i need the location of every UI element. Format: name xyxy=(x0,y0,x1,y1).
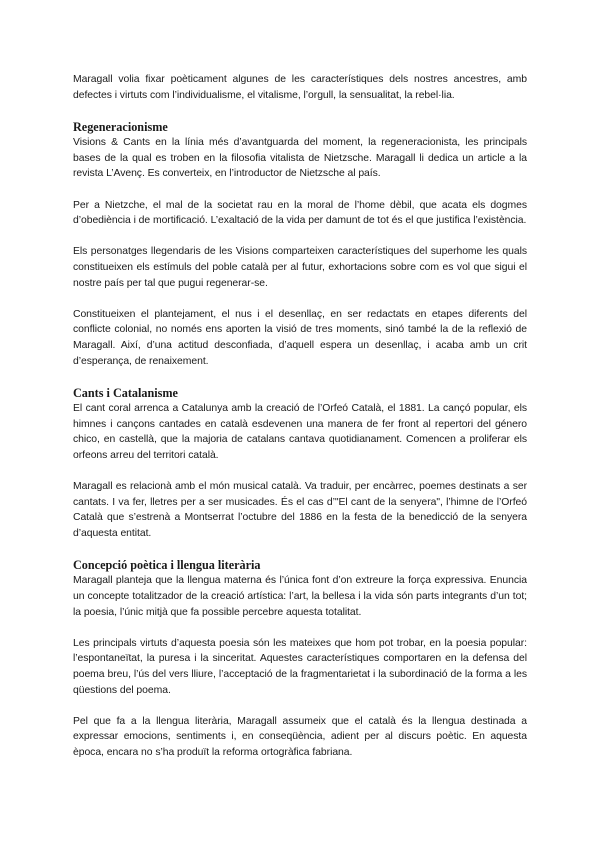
paragraph: Constitueixen el plantejament, el nus i el desenllaç, en ser redactats en etapes diferents del conflicte colonial, no només ens aporten la visió de tres moments, sinó també la de la reflexió de Maragall. Així, d’una actitud desconfiada, d’aquell espera un desenllaç, i acaba amb un crit d’esperança, de renaixement. xyxy=(73,308,527,367)
paragraph: Visions & Cants en la línia més d’avantguarda del moment, la regeneracionista, les principals bases de la qual es troben en la filosofia vitalista de Nietzsche. Maragall li dedica un article a la revista L’Avenç. Es converteix, en l’introductor de Nietzsche al país. xyxy=(73,137,527,180)
paragraph: Maragall planteja que la llengua materna és l’única font d’on extreure la força expressiva. Enuncia un concepte totalitzador de la creació artística: l’art, la bellesa i la vida són parts integrants d’un tot; la poesia, l’únic mitjà que fa possible percebre aquesta totalitat. xyxy=(73,575,527,618)
paragraph: Per a Nietzche, el mal de la societat rau en la moral de l’home dèbil, que acata els dogmes d’obediència i de mortificació. L’exaltació de la vida per damunt de tot és el que justifica l’existència. xyxy=(73,199,527,227)
paragraph: Les principals virtuts d’aquesta poesia són les mateixes que hom pot trobar, en la poesia popular: l’espontaneïtat, la puresa i la sinceritat. Aquestes característiques comportaren en la defensa del poema breu, l’ús del vers lliure, l’acceptació de la fragmentarietat i la subordinació de la forma a les qüestions del poema. xyxy=(73,637,527,696)
paragraph: Els personatges llegendaris de les Visions comparteixen característiques del superhome les quals constitueixen els estímuls del poble català per al futur, exhortacions sobre com es vol que sigui el nostre país per tal que pugui regenerar-se. xyxy=(73,246,527,289)
intro-paragraph: Maragall volia fixar poèticament algunes de les característiques dels nostres ancestres, amb defectes i virtuts com l’individualisme, el vitalisme, l’orgull, la sensualitat, la rebel·lia. xyxy=(73,74,527,101)
section-heading-cants-catalanisme: Cants i Catalanisme xyxy=(73,386,178,401)
paragraph: El cant coral arrenca a Catalunya amb la creació de l’Orfeó Català, el 1881. La cançó popular, els himnes i cançons cantades en català esdevenen una manera de fer front al repertori del género chico, en castellà, que la majoria de catalans cantava quotidianament. Comencen a proliferar els orfeons arreu del territori català. xyxy=(73,403,527,461)
paragraph: Pel que fa a la llengua literària, Maragall assumeix que el català és la llengua destinada a expressar emocions, sentiments i, en conseqüència, adient per al discurs poètic. En aquesta època, encara no s’ha produït la reforma ortogràfica fabriana. xyxy=(73,715,527,758)
section-heading-concepcio-poetica: Concepció poètica i llengua literària xyxy=(73,558,261,573)
section-heading-regeneracionisme: Regeneracionisme xyxy=(73,120,168,135)
paragraph: Maragall es relacionà amb el món musical català. Va traduir, per encàrrec, poemes destinats a ser cantats. I va fer, lletres per a ser musicades. És el cas d’"El cant de la senyera", l’himne de l’Orfeó Català que s’estrenà a Montserrat l’octubre del 1886 en la festa de la benedicció de la senyera d’aquesta entitat. xyxy=(73,481,527,539)
document-page xyxy=(73,72,527,761)
